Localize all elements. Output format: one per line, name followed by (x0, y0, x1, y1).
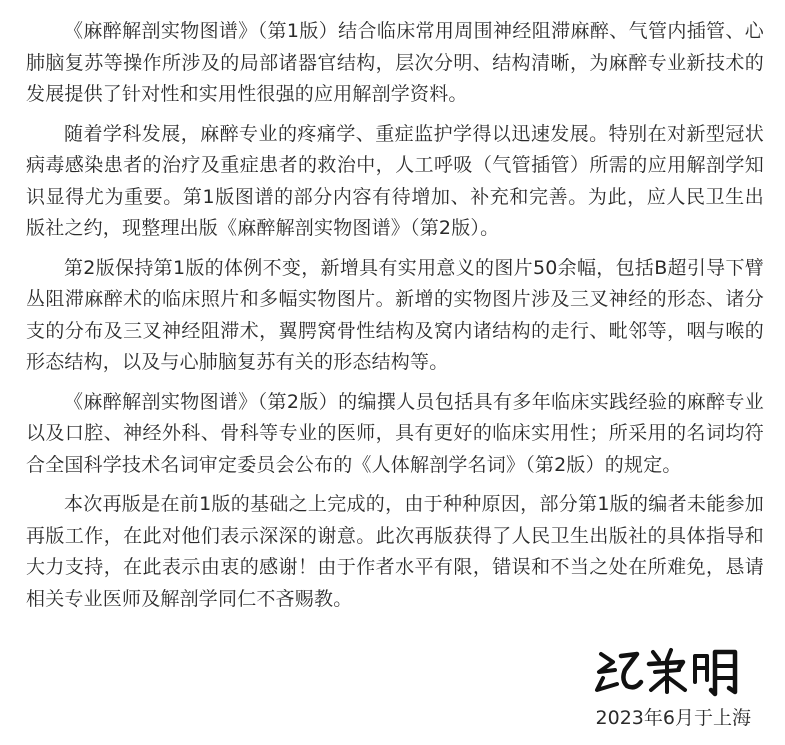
preface-paragraph-3: 第2版保持第1版的体例不变，新增具有实用意义的图片50余幅，包括B超引导下臂丛阻滞麻醉术的临床照片和多幅实物图片。新增的实物图片涉及三叉神经的形态、诸分支的分布及三叉神经阻滞术，翼腭窝骨性结构及窝内诸结构的走行、毗邻等，咽与喉的形态结构，以及与心肺脑复苏有关的形态结构等。 (26, 256, 764, 373)
preface-body (26, 16, 764, 623)
preface-paragraph-4: 《麻醉解剖实物图谱》（第2版）的编撰人员包括具有多年临床实践经验的麻醉专业以及口腔、神经外科、骨科等专业的医师，具有更好的临床实用性；所采用的名词均符合全国科学技术名词审定委员会公布的《人体解剖学名词》（第2版）的规定。 (26, 390, 764, 476)
date-place-line: 2023年6月于上海 (595, 707, 751, 729)
author-signature (587, 640, 747, 700)
handwritten-signature-image (587, 640, 747, 700)
preface-paragraph-5: 本次再版是在前1版的基础之上完成的，由于种种原因，部分第1版的编者未能参加再版工作，在此对他们表示深深的谢意。此次再版获得了人民卫生出版社的具体指导和大力支持，在此表示由衷的感谢！由于作者水平有限，错误和不当之处在所难免，恳请相关专业医师及解剖学同仁不吝赐教。 (26, 493, 764, 610)
preface-paragraph-2: 随着学科发展，麻醉专业的疼痛学、重症监护学得以迅速发展。特别在对新型冠状病毒感染患者的治疗及重症患者的救治中，人工呼吸（气管插管）所需的应用解剖学知识显得尤为重要。第1版图谱的部分内容有待增加、补充和完善。为此，应人民卫生出版社之约，现整理出版《麻醉解剖实物图谱》（第2版）。 (26, 122, 764, 239)
preface-paragraph-1: 《麻醉解剖实物图谱》（第1版）结合临床常用周围神经阻滞麻醉、气管内插管、心肺脑复苏等操作所涉及的局部诸器官结构，层次分明、结构清晰，为麻醉专业新技术的发展提供了针对性和实用性很强的应用解剖学资料。 (26, 20, 764, 105)
